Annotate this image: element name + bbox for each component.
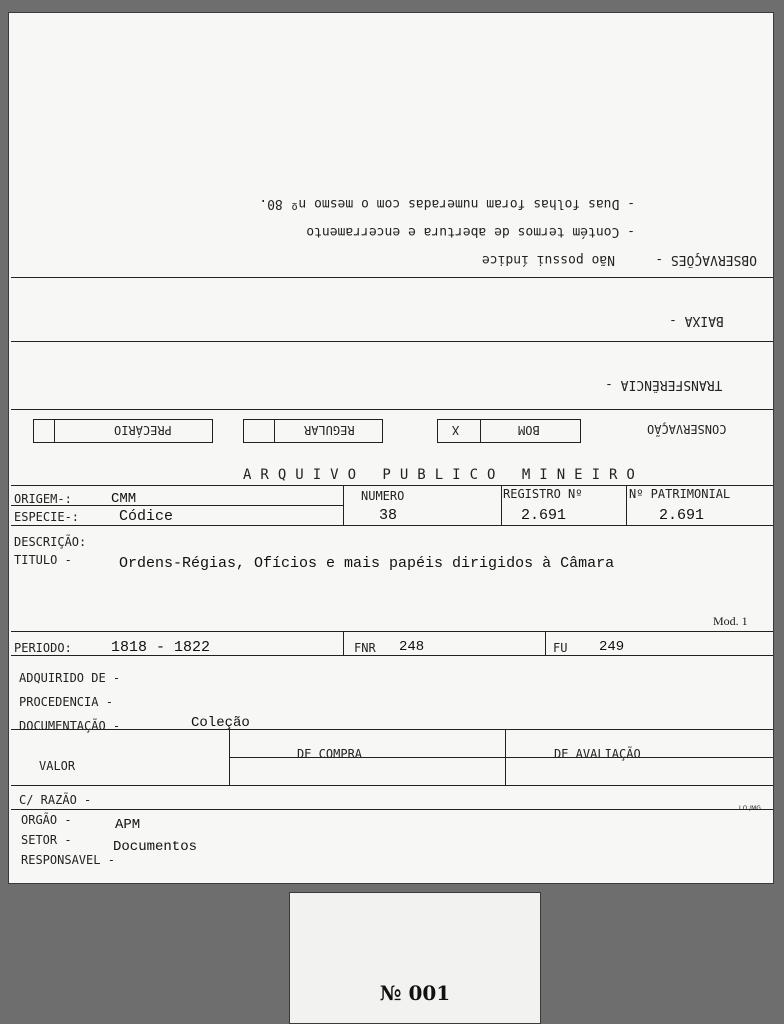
- orgao-value: APM: [115, 817, 141, 833]
- fnr-value: 248: [399, 639, 425, 655]
- precario-box: [33, 419, 213, 443]
- titulo-value: Ordens-Régias, Ofícios e mais papéis dirigidos à Câmara: [119, 555, 615, 572]
- numero-label: NUMERO: [361, 489, 405, 503]
- responsavel-label: RESPONSAVEL -: [21, 853, 115, 867]
- de-compra-label: DE COMPRA: [297, 747, 363, 761]
- fnr-label: FNR: [354, 641, 376, 655]
- orgao-label: ORGÃO -: [21, 813, 72, 827]
- documentacao-label: DOCUMENTAÇÃO -: [19, 719, 121, 733]
- transferencia-label: TRANSFERÊNCIA -: [605, 377, 723, 392]
- rule-transferencia: [11, 409, 773, 410]
- rule-baixa: [11, 341, 773, 342]
- observacoes-label: OBSERVAÇÕES -: [655, 252, 757, 267]
- transferencia-block: [605, 373, 722, 392]
- registro-value: 2.691: [521, 507, 567, 524]
- baixa-label: BAIXA -: [669, 313, 724, 328]
- origem-value: CMM: [111, 491, 137, 507]
- bom-box: [437, 419, 581, 443]
- fu-label: FU: [553, 641, 568, 655]
- procedencia-label: PROCEDENCIA -: [19, 695, 113, 709]
- valor-label: VALOR: [39, 759, 76, 773]
- fu-value: 249: [599, 639, 625, 655]
- observacao-line-2: - Contém termos de abertura e encerramento: [306, 224, 635, 239]
- precario-label: PRECÁRIO: [114, 423, 172, 437]
- periodo-value: 1818 - 1822: [111, 639, 211, 656]
- setor-value: Documentos: [113, 839, 198, 855]
- regular-label: REGULAR: [304, 423, 355, 437]
- documentacao-value: Coleção: [191, 715, 250, 731]
- rule-valor: [11, 729, 773, 730]
- observacao-line-3: - Duas folhas foram numeradas com o mesmo nº 80.: [259, 196, 635, 211]
- bom-label: BOM: [518, 423, 540, 437]
- especie-label: ESPECIE-:: [14, 510, 80, 524]
- periodo-label: PERIODO:: [14, 641, 72, 655]
- patrimonial-value: 2.691: [659, 507, 705, 524]
- model-number: Mod. 1: [713, 614, 748, 628]
- registro-label: REGISTRO Nº: [503, 487, 583, 501]
- rule-header: [11, 485, 773, 486]
- tag-number: № 001: [379, 981, 451, 1005]
- rule-orgao: [11, 809, 773, 810]
- regular-box: [243, 419, 383, 443]
- setor-label: SETOR -: [21, 833, 72, 847]
- adquirido-label: ADQUIRIDO DE -: [19, 671, 121, 685]
- rule-observacoes: [11, 277, 773, 278]
- titulo-label: TITULO -: [14, 553, 72, 567]
- patrimonial-label: Nº PATRIMONIAL: [629, 487, 731, 501]
- observacoes-block: [129, 189, 765, 269]
- catalog-card: [8, 12, 774, 884]
- descricao-label: DESCRIÇÃO:: [14, 535, 87, 549]
- de-avaliacao-label: DE AVALIAÇÃO: [554, 747, 641, 761]
- institution-title: ARQUIVO PUBLICO MINEIRO: [243, 467, 644, 483]
- observacao-line-1: Não possui índice: [481, 252, 615, 267]
- conservacao-label: CONSERVAÇÃO: [647, 422, 727, 436]
- origem-label: ORIGEM-:: [14, 492, 72, 506]
- number-tag: [289, 892, 541, 1024]
- numero-value: 38: [379, 507, 398, 524]
- io-mark: I.O./MG: [739, 805, 761, 812]
- razao-label: C/ RAZÃO -: [19, 793, 92, 807]
- baixa-block: [669, 309, 724, 328]
- bom-checkmark: X: [452, 423, 460, 437]
- rule-descricao: [11, 525, 773, 526]
- especie-value: Códice: [119, 508, 174, 525]
- rule-periodo: [11, 631, 773, 632]
